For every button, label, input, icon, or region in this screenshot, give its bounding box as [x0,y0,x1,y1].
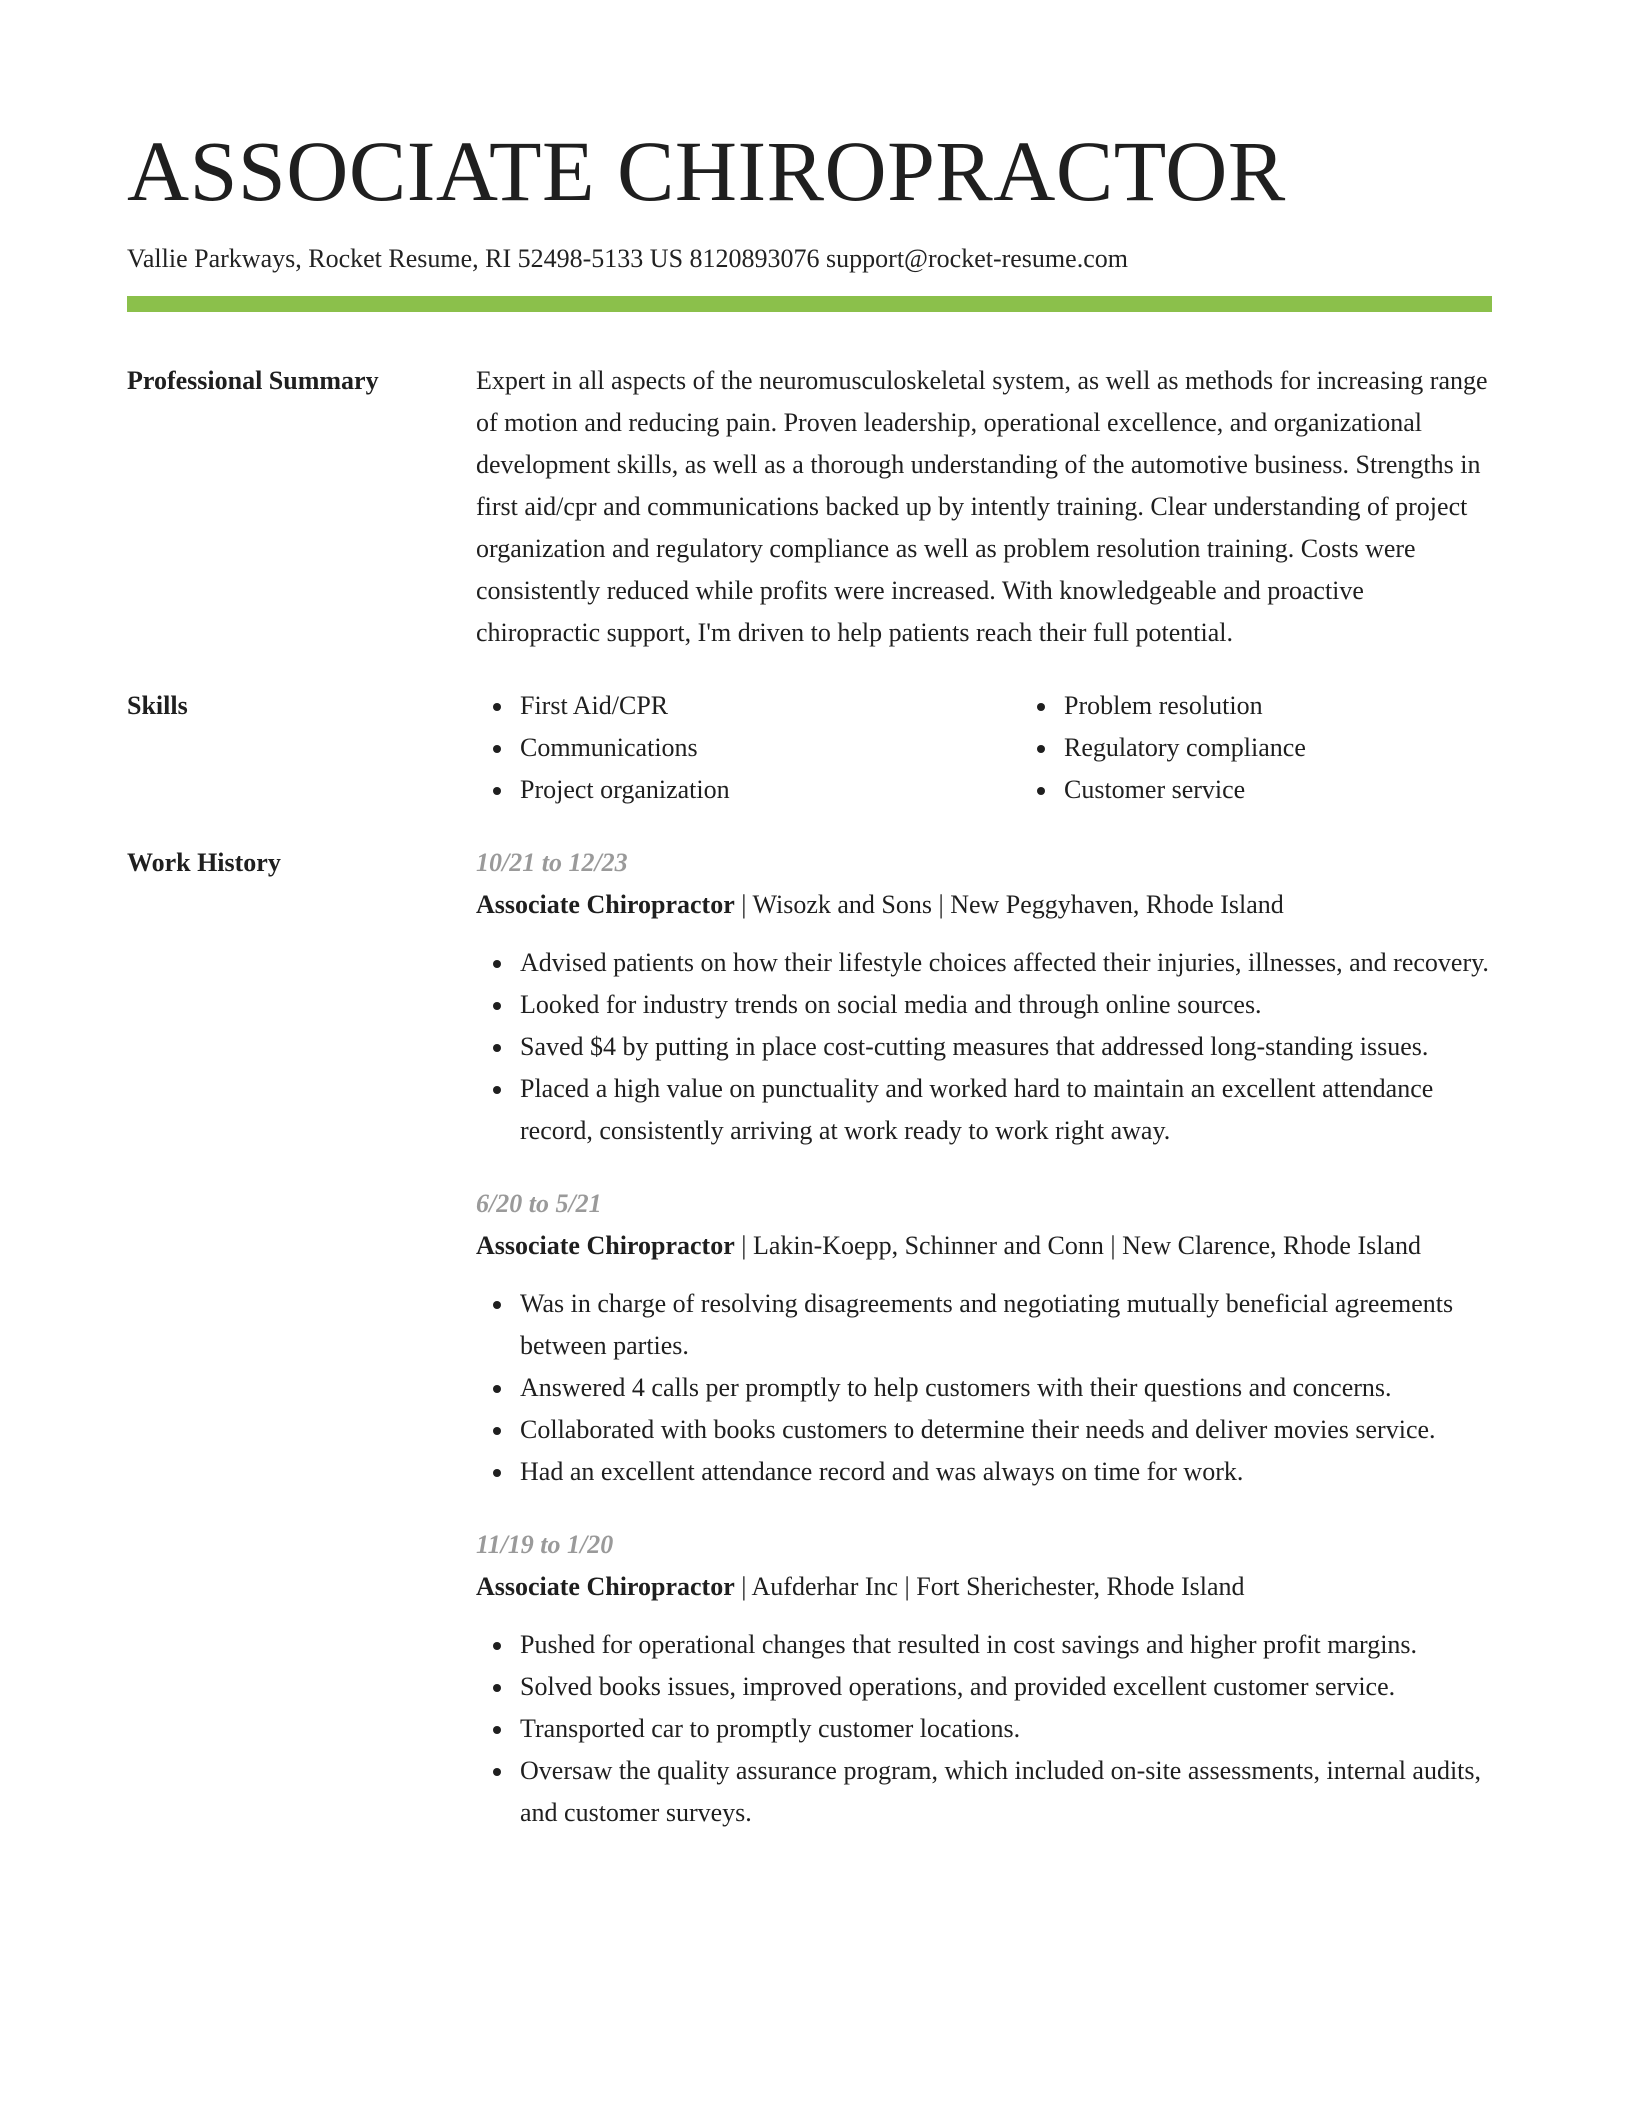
skill-item: Project organization [520,769,1020,811]
summary-heading: Professional Summary [127,366,379,395]
accent-divider [127,296,1492,312]
job-bullets [476,1283,1492,1493]
summary-section [127,360,1492,654]
job-bullet: Saved $4 by putting in place cost-cutting measures that addressed long-standing issues. [520,1026,1492,1068]
job-bullet: Transported car to promptly customer locations. [520,1708,1492,1750]
job-bullet: Answered 4 calls per promptly to help customers with their questions and concerns. [520,1367,1492,1409]
resume-page [127,0,1492,1865]
skills-column-right [1020,685,1564,811]
skills-body [476,685,1564,811]
job-details: | Lakin-Koepp, Schinner and Conn | New Clarence, Rhode Island [741,1231,1421,1260]
phone: 8120893076 [689,244,820,273]
job-details: | Aufderhar Inc | Fort Sherichester, Rhode Island [741,1572,1245,1601]
job-bullet: Oversaw the quality assurance program, which included on-site assessments, internal audits, and customer surveys. [520,1750,1492,1834]
address: Vallie Parkways, Rocket Resume, RI 52498-5133 US [127,244,684,273]
job-bullet: Pushed for operational changes that resulted in cost savings and higher profit margins. [520,1624,1492,1666]
job-title: Associate Chiropractor [476,1572,735,1601]
skill-item: Communications [520,727,1020,769]
skill-item: Regulatory compliance [1064,727,1564,769]
skills-section [127,685,1492,811]
job-bullet: Looked for industry trends on social media and through online sources. [520,984,1492,1026]
job-title: Associate Chiropractor [476,1231,735,1260]
job-bullets [476,1624,1492,1834]
job-title: Associate Chiropractor [476,890,735,919]
work-history-section [127,842,1492,1865]
job-entry [476,1524,1492,1834]
job-bullets [476,942,1492,1152]
email: support@rocket-resume.com [826,244,1128,273]
job-heading [476,1225,1492,1267]
job-entry [476,842,1492,1152]
skill-item: Customer service [1064,769,1564,811]
skills-column-left [476,685,1020,811]
job-bullet: Had an excellent attendance record and was always on time for work. [520,1451,1492,1493]
job-bullet: Placed a high value on punctuality and worked hard to maintain an excellent attendance record, consistently arriving at work ready to work right away. [520,1068,1492,1152]
job-heading [476,884,1492,926]
job-heading [476,1566,1492,1608]
job-bullet: Was in charge of resolving disagreements and negotiating mutually beneficial agreements between parties. [520,1283,1492,1367]
candidate-name: ASSOCIATE CHIROPRACTOR [127,123,1286,219]
contact-line [127,242,1492,276]
job-entry [476,1183,1492,1493]
skill-item: Problem resolution [1064,685,1564,727]
skill-item: First Aid/CPR [520,685,1020,727]
job-dates: 6/20 to 5/21 [476,1189,602,1218]
job-details: | Wisozk and Sons | New Peggyhaven, Rhode Island [741,890,1284,919]
skills-grid [476,685,1564,811]
job-dates: 11/19 to 1/20 [476,1530,614,1559]
work-history-body [476,842,1492,1865]
job-dates: 10/21 to 12/23 [476,848,628,877]
job-bullet: Collaborated with books customers to determine their needs and deliver movies service. [520,1409,1492,1451]
work-history-heading: Work History [127,848,281,877]
job-bullet: Advised patients on how their lifestyle choices affected their injuries, illnesses, and recovery. [520,942,1492,984]
skills-heading: Skills [127,691,188,720]
summary-text: Expert in all aspects of the neuromusculoskeletal system, as well as methods for increasing range of motion and reducing pain. Proven leadership, operational excellence, and organizational development skills, as well as a thorough understanding of the automotive business. Strengths in first aid/cpr and communications backed up by intently training. Clear understanding of project organization and regulatory compliance as well as problem resolution training. Costs were consistently reduced while profits were increased. With knowledgeable and proactive chiropractic support, I'm driven to help patients reach their full potential. [476,366,1488,647]
job-bullet: Solved books issues, improved operations, and provided excellent customer service. [520,1666,1492,1708]
